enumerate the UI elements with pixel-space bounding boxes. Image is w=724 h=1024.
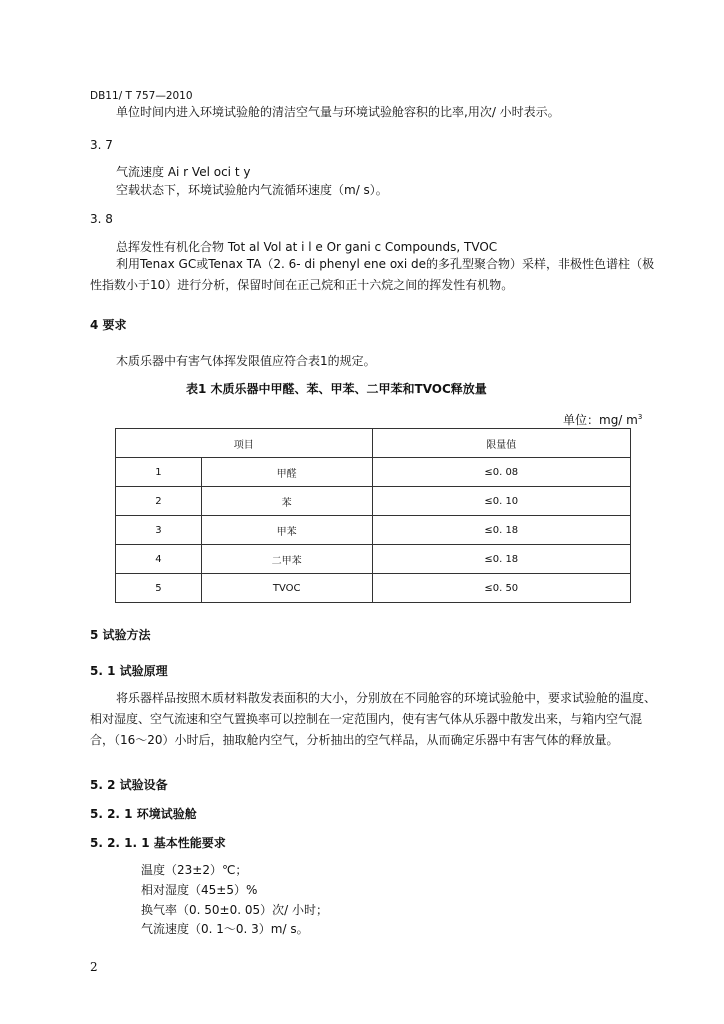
row-number: 5: [116, 574, 202, 603]
table-row: [116, 487, 631, 516]
table-row: [116, 574, 631, 603]
row-item: 二甲苯: [201, 545, 372, 574]
requirement-item: 换气率（0. 50±0. 05）次/ 小时；: [141, 903, 328, 917]
definition-text: 利用Tenax GC或Tenax TA（2. 6- di phenyl ene oxi de的多孔型聚合物）采样，非极性色谱柱（极性指数小于10）进行分析，保留时间在正己烷和正十六烷之间的挥发性有机物。: [90, 257, 655, 292]
definition-text: 单位时间内进入环境试验舱的清洁空气量与环境试验舱容积的比率,用次/ 小时表示。: [116, 105, 560, 119]
body-text: 将乐器样品按照木质材料散发表面积的大小，分别放在不同舱容的环境试验舱中，要求试验舱的温度、相对湿度、空气流速和空气置换率可以控制在一定范围内，使有害气体从乐器中散发出来，与箱内空气混合，（16～20）小时后，抽取舱内空气，分析抽出的空气样品，从而确定乐器中有害气体的释放量。: [90, 691, 657, 747]
section-heading: 5 试验方法: [90, 628, 151, 642]
row-limit: ≤0. 10: [372, 487, 630, 516]
subsection-heading: 5. 2. 1 环境试验舱: [90, 807, 197, 821]
clause-number: 3. 7: [90, 138, 113, 152]
row-number: 4: [116, 545, 202, 574]
subsection-heading: 5. 2 试验设备: [90, 778, 168, 792]
table-row: [116, 545, 631, 574]
subsection-heading: 5. 1 试验原理: [90, 664, 168, 678]
row-limit: ≤0. 08: [372, 458, 630, 487]
limits-table: [115, 428, 631, 603]
table-caption: 表1 木质乐器中甲醛、苯、甲苯、二甲苯和TVOC释放量: [186, 382, 487, 396]
body-text: 木质乐器中有害气体挥发限值应符合表1的规定。: [116, 354, 376, 368]
requirement-item: 相对湿度（45±5）%: [141, 883, 258, 897]
row-number: 1: [116, 458, 202, 487]
table-row: [116, 458, 631, 487]
clause-number: 3. 8: [90, 212, 113, 226]
page-number: 2: [90, 960, 98, 974]
term-title: 总挥发性有机化合物 Tot al Vol at i l e Or gani c Compounds, TVOC: [116, 240, 498, 254]
header-cell: 项目: [116, 429, 373, 458]
requirement-item: 气流速度（0. 1～0. 3）m/ s。: [141, 922, 309, 936]
table-row: [116, 516, 631, 545]
row-number: 2: [116, 487, 202, 516]
row-limit: ≤0. 18: [372, 516, 630, 545]
table-header-row: [116, 429, 631, 458]
header-cell: 限量值: [372, 429, 630, 458]
requirement-item: 温度（23±2）℃；: [141, 863, 248, 877]
subsection-heading: 5. 2. 1. 1 基本性能要求: [90, 836, 226, 850]
term-title: 气流速度 Ai r Vel oci t y: [116, 165, 251, 179]
row-item: 甲醛: [201, 458, 372, 487]
definition-text: 空载状态下，环境试验舱内气流循环速度（m/ s）。: [116, 183, 388, 197]
row-limit: ≤0. 18: [372, 545, 630, 574]
table-unit: 单位：mg/ $m^3$: [563, 413, 643, 427]
row-item: 苯: [201, 487, 372, 516]
section-heading: 4 要求: [90, 318, 127, 332]
row-number: 3: [116, 516, 202, 545]
row-item: TVOC: [201, 574, 372, 603]
row-item: 甲苯: [201, 516, 372, 545]
document-code: DB11/ T 757—2010: [90, 90, 193, 102]
row-limit: ≤0. 50: [372, 574, 630, 603]
